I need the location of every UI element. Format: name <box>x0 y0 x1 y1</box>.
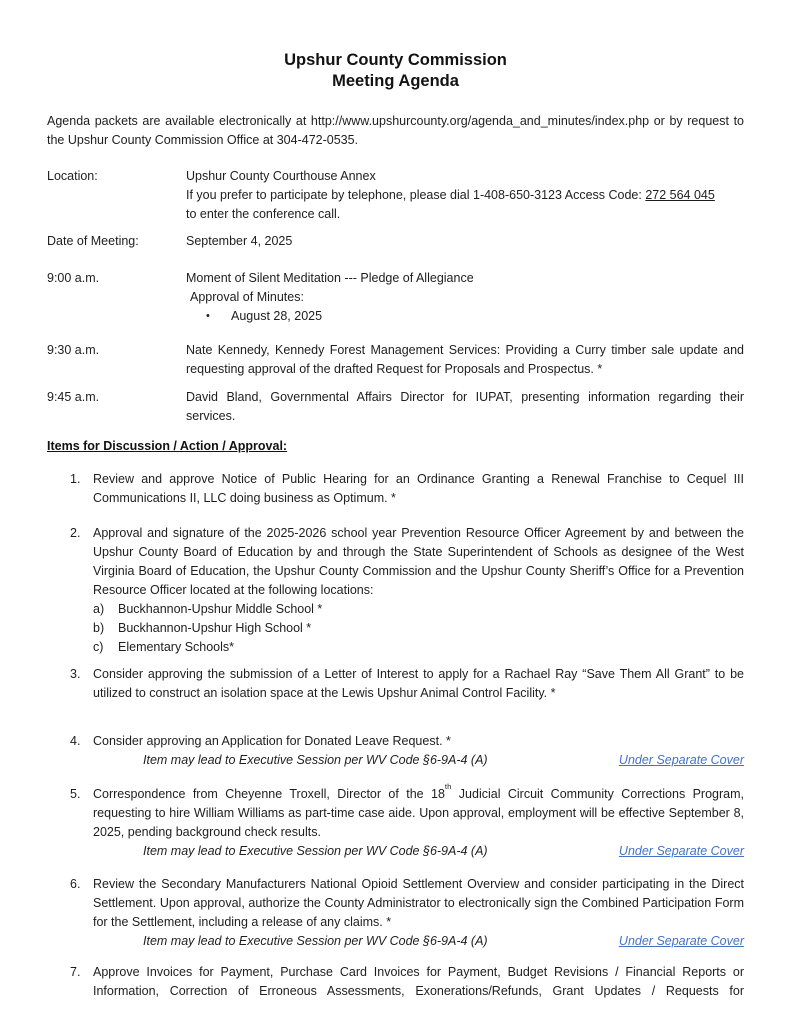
executive-session-note-row <box>93 842 744 861</box>
title-line-1: Upshur County Commission <box>284 51 507 69</box>
item-4-paragraph: Consider approving an Application for Donated Leave Request. * <box>93 734 451 748</box>
item-2-paragraph: Approval and signature of the 2025-2026 school year Prevention Resource Officer Agreement by and between the Upshur County Board of Education by and through the State Superintendent of Schools as designee of the West Virginia Board of Education, the Upshur County Commission and the Upshur County Sheriff’s Office for a Prevention Resource Officer located at the following locations: <box>93 526 744 597</box>
schedule-time-900: 9:00 a.m. <box>47 271 100 285</box>
minutes-date: August 28, 2025 <box>231 309 323 323</box>
sublist-text: Buckhannon-Upshur High School * <box>118 621 312 635</box>
document-title <box>47 50 744 92</box>
sublist-letter: c) <box>93 640 104 654</box>
executive-session-note: Item may lead to Executive Session per WV Code §6-9A-4 (A) <box>143 934 488 948</box>
sublist-item-b <box>93 619 744 638</box>
agenda-item-6 <box>47 875 744 951</box>
minutes-bullet-row <box>186 307 744 326</box>
location-row <box>47 167 744 224</box>
item-text <box>93 875 744 951</box>
agenda-item-2 <box>47 524 744 657</box>
under-separate-cover-link[interactable]: Under Separate Cover <box>618 934 744 948</box>
conference-call-line: to enter the conference call. <box>186 207 341 221</box>
item-text <box>93 782 744 861</box>
bullet-icon: • <box>206 310 210 322</box>
item-number: 1. <box>70 472 81 486</box>
item-5-text-post: Judicial Circuit Community Corrections Program, requesting to hire William Williams as part-time case aide. Upon approval, employment will be effective September 8, 2025, pending background check results. <box>93 787 744 839</box>
executive-session-note: Item may lead to Executive Session per WV Code §6-9A-4 (A) <box>143 753 488 767</box>
item-number: 3. <box>70 667 81 681</box>
item-text: Consider approving the submission of a Letter of Interest to apply for a Rachael Ray “Save Them All Grant” to be utilized to construct an isolation space at the Lewis Upshur Animal Control Facility. * <box>93 667 744 700</box>
schedule-time-930: 9:30 a.m. <box>47 343 100 357</box>
item-text <box>93 524 744 657</box>
sublist-item-c <box>93 638 744 657</box>
item-5-text-pre: Correspondence from Cheyenne Troxell, Director of the 18 <box>93 787 445 801</box>
sublist-text: Elementary Schools* <box>118 640 235 654</box>
executive-session-note: Item may lead to Executive Session per WV Code §6-9A-4 (A) <box>143 844 488 858</box>
agenda-item-1 <box>47 470 744 508</box>
item-text <box>93 732 744 770</box>
agenda-item-3 <box>47 665 744 703</box>
item-number: 6. <box>70 877 81 891</box>
ordinal-superscript: th <box>444 782 452 792</box>
item-text: Review and approve Notice of Public Hearing for an Ordinance Granting a Renewal Franchise to Cequel III Communications II, LLC doing business as Optimum. * <box>93 472 744 505</box>
intro-paragraph: Agenda packets are available electronically at http://www.upshurcounty.org/agenda_and_minutes/index.php or by request to the Upshur County Commission Office at 304-472-0535. <box>47 114 744 147</box>
sublist-text: Buckhannon-Upshur Middle School * <box>118 602 323 616</box>
meeting-date-row <box>47 232 744 251</box>
title-line-2: Meeting Agenda <box>332 72 459 90</box>
schedule-row-900 <box>47 269 744 326</box>
schedule-row-945 <box>47 388 744 426</box>
location-label: Location: <box>47 169 98 183</box>
meeting-date-label: Date of Meeting: <box>47 234 139 248</box>
items-section-heading: Items for Discussion / Action / Approval: <box>47 439 288 453</box>
location-value <box>186 167 744 224</box>
schedule-entry-900 <box>186 269 744 326</box>
executive-session-note-row <box>93 932 744 951</box>
item-number: 7. <box>70 965 81 979</box>
item-number: 2. <box>70 526 81 540</box>
telephone-instructions: If you prefer to participate by telephone, please dial 1-408-650-3123 Access Code: <box>186 188 646 202</box>
agenda-item-4 <box>47 732 744 770</box>
agenda-item-5 <box>47 782 744 861</box>
meeting-date-value: September 4, 2025 <box>186 234 293 248</box>
meditation-pledge-line: Moment of Silent Meditation --- Pledge of Allegiance <box>186 271 474 285</box>
schedule-time-945: 9:45 a.m. <box>47 390 100 404</box>
item-number: 4. <box>70 734 81 748</box>
sublist-letter: a) <box>93 602 105 616</box>
sublist-item-a <box>93 600 744 619</box>
telephone-line <box>186 186 744 205</box>
under-separate-cover-link[interactable]: Under Separate Cover <box>618 844 744 858</box>
approval-of-minutes-line: Approval of Minutes: <box>190 290 304 304</box>
item-6-paragraph: Review the Secondary Manufacturers National Opioid Settlement Overview and consider participating in the Direct Settlement. Upon approval, authorize the County Administrator to electronically sign the Combined Participation Form for the Settlement, including a release of any claims. * <box>93 877 744 929</box>
location-venue: Upshur County Courthouse Annex <box>186 169 376 183</box>
schedule-entry-930: Nate Kennedy, Kennedy Forest Management Services: Providing a Curry timber sale update and requesting approval of the drafted Request for Proposals and Prospectus. * <box>186 343 744 376</box>
schedule-row-930 <box>47 341 744 379</box>
sublist-letter: b) <box>93 621 105 635</box>
schedule-entry-945: David Bland, Governmental Affairs Director for IUPAT, presenting information regarding their services. <box>186 390 744 423</box>
item-number: 5. <box>70 787 81 801</box>
item-text: Approve Invoices for Payment, Purchase Card Invoices for Payment, Budget Revisions / Financial Reports or Information, Correction of Erroneous Assessments, Exonerations/Refunds, Grant Updates / Requests for <box>93 965 744 998</box>
executive-session-note-row <box>93 751 744 770</box>
agenda-item-7 <box>47 963 744 1001</box>
under-separate-cover-link[interactable]: Under Separate Cover <box>618 753 744 767</box>
access-code: 272 564 045 <box>645 188 715 202</box>
